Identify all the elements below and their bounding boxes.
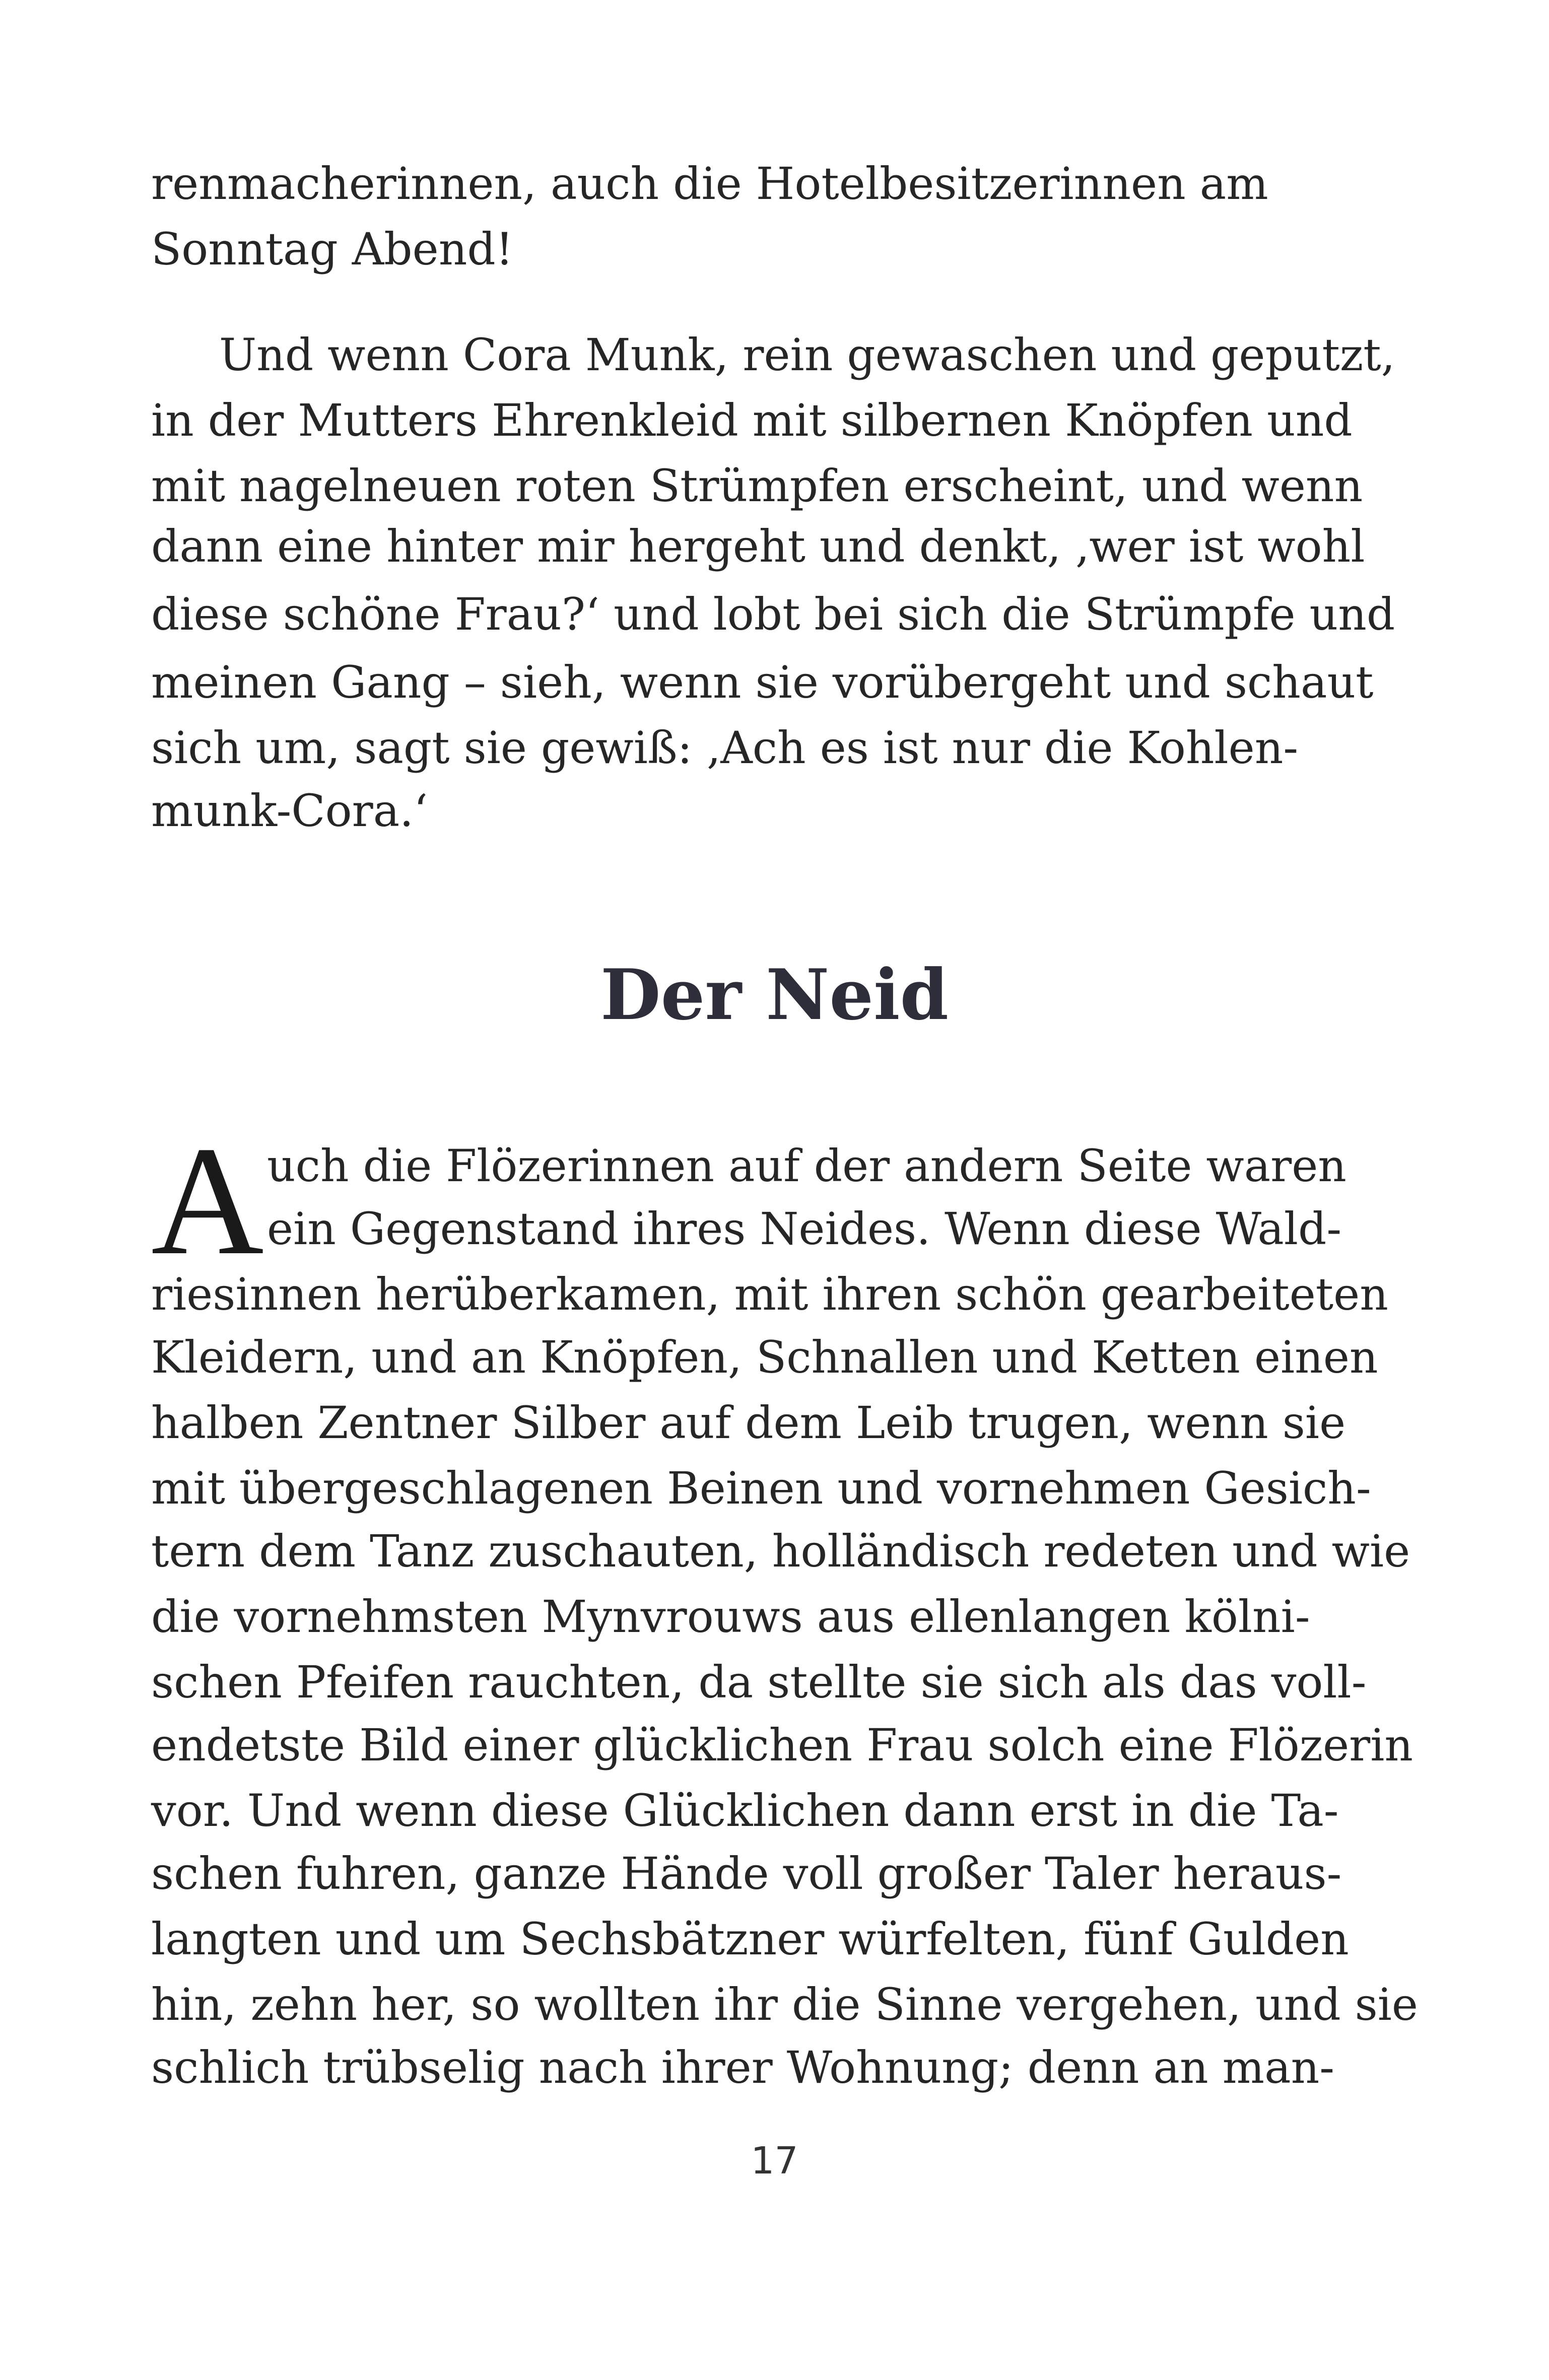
text-line: schen Pfeifen rauchten, da stellte sie sich als das voll- [151, 1656, 1367, 1708]
text-line: langten und um Sechsbätzner würfelten, fünf Gulden [151, 1913, 1349, 1965]
text-line: mit nagelneuen roten Strümpfen erscheint, und wenn [151, 460, 1363, 512]
chapter-title: Der Neid [600, 954, 949, 1036]
text-line: Kleidern, und an Knöpfen, Schnallen und Ketten einen [151, 1331, 1378, 1383]
page-number: 17 [751, 2139, 798, 2183]
text-line: vor. Und wenn diese Glücklichen dann erst in die Ta- [151, 1785, 1339, 1837]
text-line: sich um, sagt sie gewiß: ‚Ach es ist nur die Kohlen- [151, 722, 1299, 774]
text-line: tern dem Tanz zuschauten, holländisch redeten und wie [151, 1525, 1410, 1577]
text-line: Und wenn Cora Munk, rein gewaschen und geputzt, [219, 329, 1395, 381]
text-line: uch die Flözerinnen auf der andern Seite waren [267, 1140, 1346, 1192]
text-line: schen fuhren, ganze Hände voll großer Taler heraus- [151, 1848, 1342, 1899]
text-line: munk-Cora.‘ [151, 785, 428, 837]
text-line: meinen Gang – sieh, wenn sie vorübergeht und schaut [151, 656, 1374, 708]
text-line: schlich trübselig nach ihrer Wohnung; denn an man- [151, 2042, 1334, 2093]
text-line: endetste Bild einer glücklichen Frau solch eine Flözerin [151, 1719, 1413, 1771]
text-line: die vornehmsten Mynvrouws aus ellenlangen kölni- [151, 1591, 1310, 1643]
text-line: renmacherinnen, auch die Hotelbesitzerinnen am [151, 158, 1268, 210]
text-line: diese schöne Frau?‘ und lobt bei sich die Strümpfe und [151, 588, 1395, 640]
drop-cap: A [151, 1115, 264, 1287]
text-line: ein Gegenstand ihres Neides. Wenn diese Wald- [267, 1203, 1342, 1255]
text-line: halben Zentner Silber auf dem Leib trugen, wenn sie [151, 1397, 1346, 1449]
text-line: riesinnen herüberkamen, mit ihren schön gearbeiteten [151, 1268, 1388, 1320]
text-line: hin, zehn her, so wollten ihr die Sinne vergehen, und sie [151, 1979, 1419, 2030]
text-line: in der Mutters Ehrenkleid mit silbernen Knöpfen und [151, 394, 1353, 446]
text-line: Sonntag Abend! [151, 223, 514, 275]
text-line: dann eine hinter mir hergeht und denkt, ‚wer ist wohl [151, 520, 1365, 572]
text-line: mit übergeschlagenen Beinen und vornehmen Gesich- [151, 1462, 1371, 1514]
